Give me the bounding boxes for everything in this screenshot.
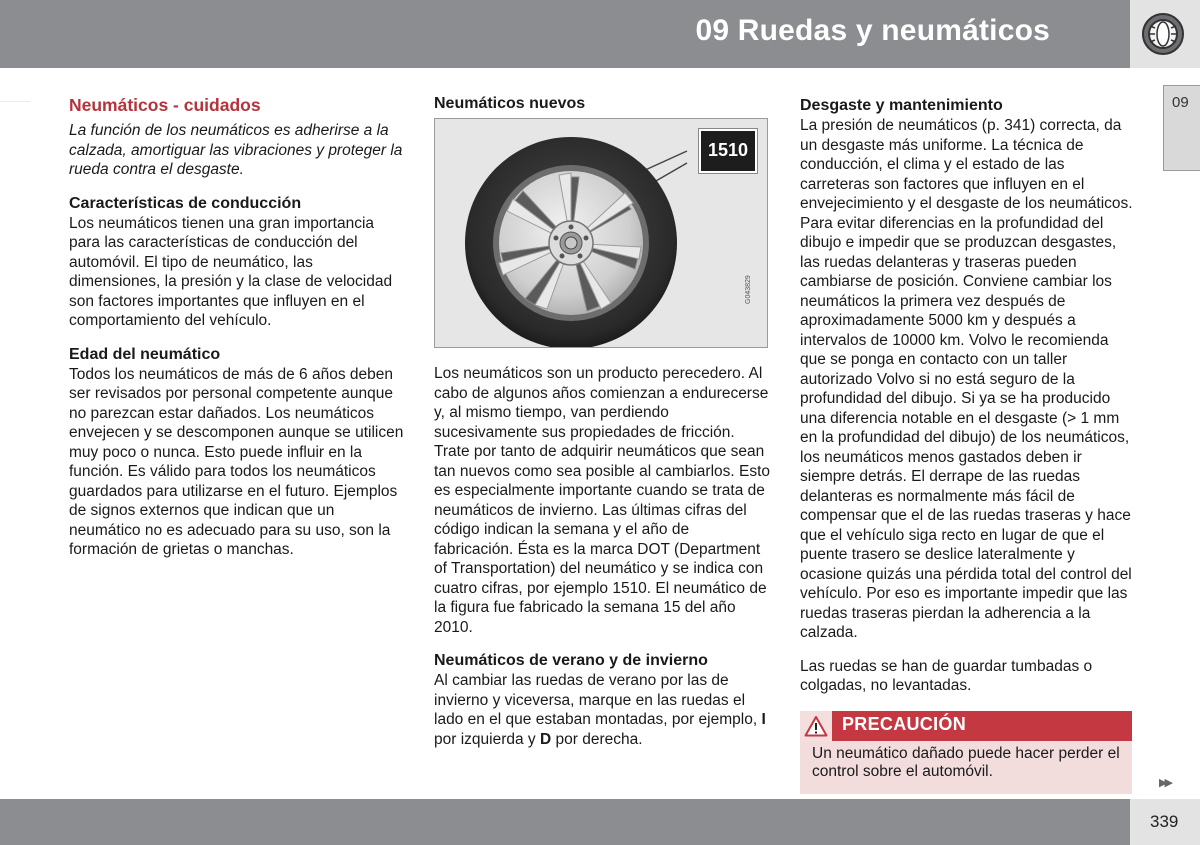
subheading-desgaste: Desgaste y mantenimiento	[800, 97, 1003, 114]
chapter-tab-label: 09	[1172, 94, 1189, 111]
column-1	[69, 94, 404, 574]
intro-text: La función de los neumáticos es adherirse a la calzada, amortiguar las vibraciones y proteger la rueda contra el desgaste.	[69, 122, 403, 178]
chapter-title: 09 Ruedas y neumáticos	[695, 14, 1050, 47]
paragraph-guardar: Las ruedas se han de guardar tumbadas o colgadas, no levantadas.	[800, 657, 1093, 694]
dot-code-label: 1510	[699, 129, 757, 173]
paragraph-desgaste: La presión de neumáticos (p. 341) correcta, da un desgaste más uniforme. La técnica de conducción, el clima y el estado de las carreteras son factores que influyen en el envejecimiento y el desgaste de los neumáticos. Para evitar diferencias en la profundidad del dibujo e impedir que se produzcan desgastes, las ruedas delanteras y traseras pueden cambiarse de posición. Conviene cambiar los neumáticos la primera vez después de aproximadamente 5000 km y después a intervalos de 10000 km. Volvo le recomienda que se ponga en contacto con un taller autorizado Volvo si no está seguro de la profundidad del dibujo. Si ya se ha producido una diferencia notable en el desgaste (> 1 mm en la profundidad del dibujo) de los neumáticos, los neumáticos menos gastados deben ir siempre detrás. El derrape de las ruedas delanteras es normalmente más fácil de compensar que el de las ruedas traseras y hace que el vehículo siga recto en lugar de que el puente trasero se deslice lateralmente y ocasione quizás una pérdida total del control del vehículo. Por eso es importante impedir que las ruedas traseras pierdan la adherencia a la calzada.	[800, 117, 1133, 641]
paragraph-conduccion: Los neumáticos tienen una gran importancia para las características de conducción del automóvil. El tipo de neumático, las dimensiones, la presión y la clase de velocidad son factores importantes que influyen en el comportamiento del vehículo.	[69, 214, 393, 329]
warning-text: Un neumático dañado puede hacer perder el control sobre el automóvil.	[800, 741, 1132, 794]
subheading-edad: Edad del neumático	[69, 345, 221, 363]
page-number: 339	[1150, 812, 1179, 831]
text-run: Al cambiar las ruedas de verano por las de invierno y viceversa, marque en las ruedas el lado en el que estaban montadas, por ejemplo,	[434, 672, 762, 728]
tire-figure	[434, 118, 768, 348]
subheading-conduccion: Características de conducción	[69, 194, 302, 212]
subheading-verano: Neumáticos de verano y de invierno	[434, 652, 708, 669]
warning-header	[800, 711, 1132, 741]
header-bar	[0, 0, 1130, 68]
column-2	[434, 94, 770, 763]
text-run: por derecha.	[551, 730, 643, 748]
figure-id: G043829	[745, 275, 752, 304]
warning-triangle-icon	[800, 711, 832, 741]
subheading-nuevos: Neumáticos nuevos	[434, 95, 586, 112]
text-run: por izquierda y	[434, 730, 540, 748]
footer-bar	[0, 799, 1130, 845]
column-3	[800, 94, 1135, 794]
double-arrow-right-icon[interactable]: ▶▶	[1159, 777, 1170, 789]
paragraph-nuevos: Los neumáticos son un producto perecedero. Al cabo de algunos años comienzan a endurecerse y, al mismo tiempo, van perdiendo sucesivamente sus propiedades de fricción. Trate por tanto de adquirir neumáticos que sean tan nuevos como sea posible al cambiarlos. Esto es especialmente importante cuando se trata de neumáticos de invierno. Las últimas cifras del código indican la semana y el año de fabricación. Ésta es la marca DOT (Department of Transportation) del neumático y se indica con cuatro cifras, por ejemplo 1510. El neumático de la figura fue fabricado la semana 15 del año 2010.	[434, 365, 771, 636]
decorative-line	[0, 101, 30, 102]
chapter-tab[interactable]	[1163, 85, 1200, 171]
bold-letter-i: I	[761, 711, 766, 728]
paragraph-verano	[434, 671, 770, 749]
paragraph-edad: Todos los neumáticos de más de 6 años deben ser revisados por personal competente aunque no parezcan estar dañados. Los neumáticos envejecen y se descomponen aunque se utilicen muy poco o nunca. Esto puede influir en la función. Es válido para todos los neumáticos guardados para utilizarse en el futuro. Ejemplos de signos externos que indican que un neumático no es adecuado para su uso, son la formación de grietas o manchas.	[69, 365, 404, 558]
tire-icon	[1141, 12, 1185, 56]
bold-letter-d: D	[539, 730, 552, 748]
warning-title: PRECAUCIÓN	[842, 713, 967, 734]
section-title: Neumáticos - cuidados	[69, 95, 261, 115]
warning-box	[800, 711, 1132, 794]
